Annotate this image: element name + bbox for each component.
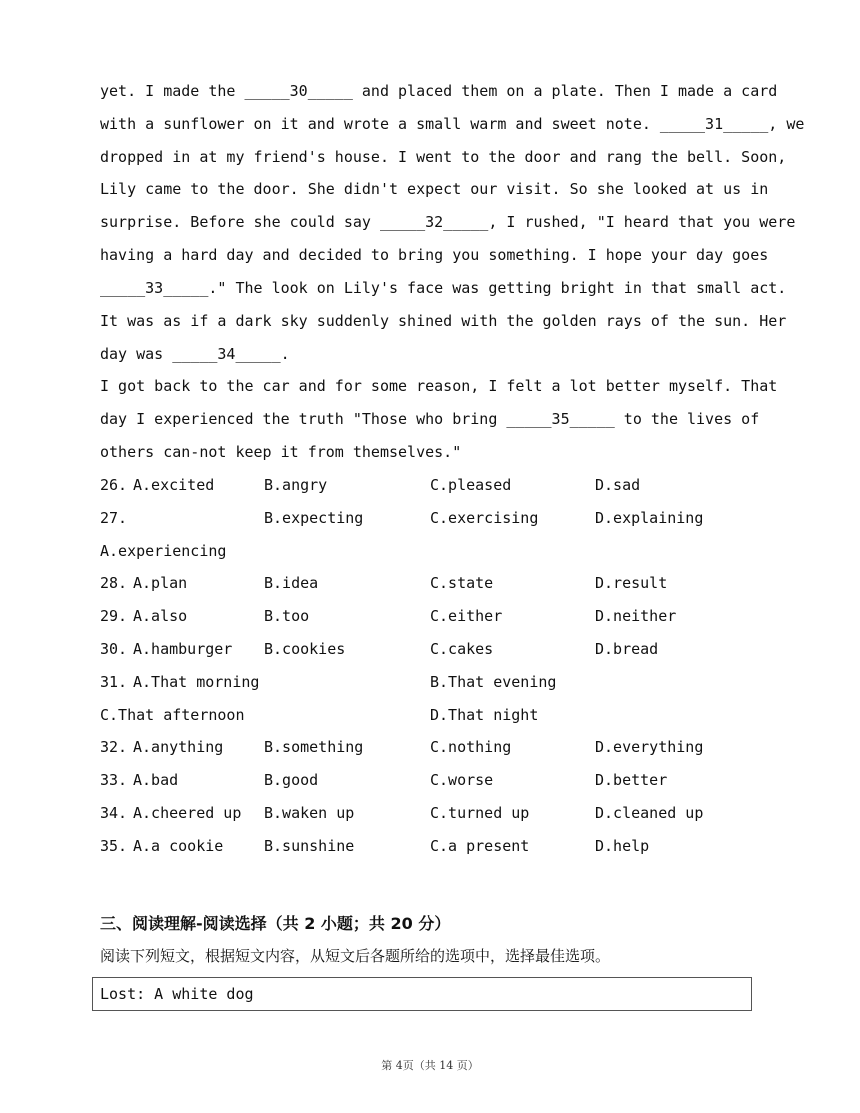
question-number: 27. (100, 509, 128, 527)
option-a: A.anything (133, 738, 224, 756)
passage-line: day I experienced the truth "Those who bring _____35_____ to the lives of (100, 410, 760, 428)
option-a: A.excited (133, 476, 215, 494)
option-b: B.good (264, 771, 319, 789)
option-b: B.something (264, 738, 364, 756)
passage-line: Lily came to the door. She didn't expect our visit. So she looked at us in (100, 180, 769, 198)
lost-notice-text: Lost: A white dog (100, 985, 254, 1003)
lost-notice-box (92, 977, 752, 1011)
passage-line: I got back to the car and for some reason, I felt a lot better myself. That (100, 377, 778, 395)
option-b: B.sunshine (264, 837, 355, 855)
option-b: B.expecting (264, 509, 364, 527)
passage-line: _____33_____." The look on Lily's face was getting bright in that small act. (100, 279, 787, 297)
section-instruction: 阅读下列短文，根据短文内容，从短文后各题所给的选项中，选择最佳选项。 (100, 947, 611, 965)
option-b: B.cookies (264, 640, 346, 658)
option-a: A.a cookie (133, 837, 224, 855)
passage-line: others can-not keep it from themselves." (100, 443, 462, 461)
question-number: 34. (100, 804, 128, 822)
option-c: C.pleased (430, 476, 512, 494)
option-d: D.help (595, 837, 650, 855)
option-d: D.cleaned up (595, 804, 704, 822)
passage-line: with a sunflower on it and wrote a small warm and sweet note. _____31_____, we (100, 115, 805, 133)
option-d: D.neither (595, 607, 677, 625)
question-number: 35. (100, 837, 128, 855)
option-c: C.either (430, 607, 503, 625)
option-a: A.That morning (133, 673, 260, 691)
option-b: B.That evening (430, 673, 557, 691)
option-d: D.sad (595, 476, 641, 494)
option-c: C.cakes (430, 640, 494, 658)
option-c: C.exercising (430, 509, 539, 527)
option-d: D.bread (595, 640, 659, 658)
question-number: 32. (100, 738, 128, 756)
section-heading: 三、阅读理解-阅读选择（共 2 小题；共 20 分） (100, 914, 451, 933)
option-d: D.That night (430, 706, 539, 724)
question-number: 31. (100, 673, 128, 691)
option-b: B.angry (264, 476, 328, 494)
option-d: D.explaining (595, 509, 704, 527)
passage-line: yet. I made the _____30_____ and placed them on a plate. Then I made a card (100, 82, 778, 100)
option-d: D.result (595, 574, 668, 592)
question-number: 29. (100, 607, 128, 625)
option-a: A.cheered up (133, 804, 242, 822)
page-footer: 第 4页（共 14 页） (381, 1059, 479, 1072)
option-a: A.also (133, 607, 188, 625)
option-c: C.nothing (430, 738, 512, 756)
option-a: A.bad (133, 771, 179, 789)
option-d: D.everything (595, 738, 704, 756)
question-number: 30. (100, 640, 128, 658)
option-a: A.experiencing (100, 542, 227, 560)
passage-line: day was _____34_____. (100, 345, 290, 363)
option-b: B.too (264, 607, 310, 625)
option-b: B.idea (264, 574, 319, 592)
passage-line: It was as if a dark sky suddenly shined with the golden rays of the sun. Her (100, 312, 787, 330)
question-number: 26. (100, 476, 128, 494)
option-c: C.a present (430, 837, 530, 855)
question-number: 28. (100, 574, 128, 592)
option-d: D.better (595, 771, 668, 789)
passage-line: dropped in at my friend's house. I went to the door and rang the bell. Soon, (100, 148, 787, 166)
option-a: A.hamburger (133, 640, 233, 658)
question-number: 33. (100, 771, 128, 789)
option-c: C.state (430, 574, 494, 592)
option-c: C.turned up (430, 804, 530, 822)
option-a: A.plan (133, 574, 188, 592)
option-b: B.waken up (264, 804, 355, 822)
passage-line: having a hard day and decided to bring you something. I hope your day goes (100, 246, 769, 264)
option-c: C.worse (430, 771, 494, 789)
passage-line: surprise. Before she could say _____32_____, I rushed, "I heard that you were (100, 213, 796, 231)
option-c: C.That afternoon (100, 706, 245, 724)
